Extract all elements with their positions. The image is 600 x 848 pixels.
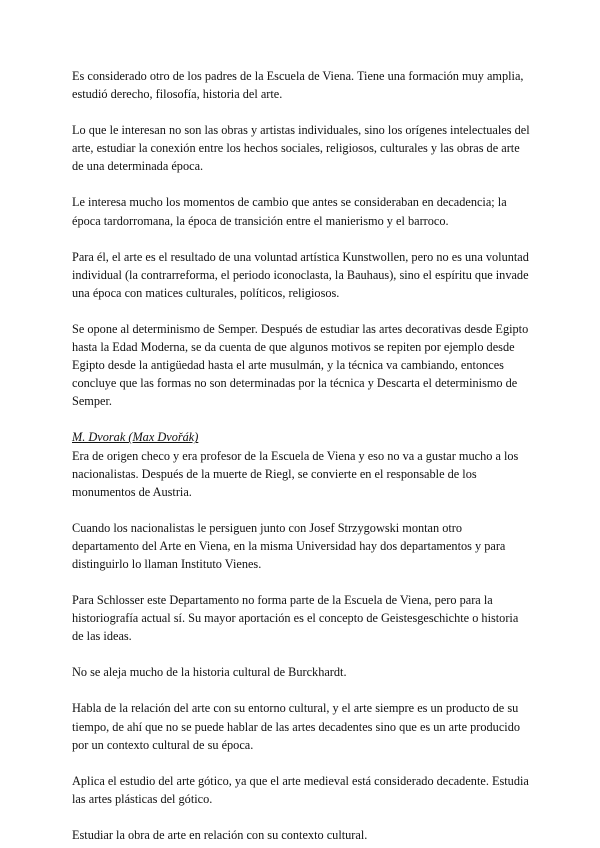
paragraph: Se opone al determinismo de Semper. Después de estudiar las artes decorativas desde Egipto hasta la Edad Moderna, se da cuenta de que algunos motivos se repiten por ejemplo desde Egipto desde la antigüedad hasta el arte musulmán, y la técnica va cambiando, entonces concluye que las formas no son determinadas por la técnica y Descarta el determinismo de Semper. — [72, 321, 529, 409]
paragraph: Para él, el arte es el resultado de una voluntad artística Kunstwollen, pero no es una voluntad individual (la contrarreforma, el periodo iconoclasta, la Bauhaus), sino el espíritu que invade una época con matices culturales, políticos, religiosos. — [72, 249, 529, 300]
paragraph: Era de origen checo y era profesor de la Escuela de Viena y eso no va a gustar mucho a los nacionalistas. Después de la muerte de Riegl, se convierte en el responsable de los monumentos de Austria. — [72, 448, 519, 499]
paragraph: Habla de la relación del arte con su entorno cultural, y el arte siempre es un producto de su tiempo, de ahí que no se puede hablar de las artes decadentes sino que es un arte producido por un contexto cultural de su época. — [72, 701, 520, 752]
paragraph: Es considerado otro de los padres de la Escuela de Viena. Tiene una formación muy amplia, estudió derecho, filosofía, historia del arte. — [72, 69, 524, 102]
paragraph: Cuando los nacionalistas le persiguen junto con Josef Strzygowski montan otro departamento del Arte en Viena, en la misma Universidad hay dos departamentos y para distinguirlo lo llaman Instituto Vienes. — [72, 520, 506, 571]
document-body — [72, 67, 532, 844]
paragraph: Estudiar la obra de arte en relación con su contexto cultural. — [72, 827, 368, 842]
paragraph: No se aleja mucho de la historia cultural de Burckhardt. — [72, 665, 347, 680]
paragraph: Le interesa mucho los momentos de cambio que antes se consideraban en decadencia; la época tardorromana, la época de transición entre el manierismo y el barroco. — [72, 195, 507, 228]
paragraph: Para Schlosser este Departamento no forma parte de la Escuela de Viena, pero para la historiografía actual sí. Su mayor aportación es el concepto de Geistesgeschichte o historia de las ideas. — [72, 593, 519, 644]
paragraph: Aplica el estudio del arte gótico, ya que el arte medieval está considerado decadente. Estudia las artes plásticas del gótico. — [72, 773, 529, 806]
paragraph: Lo que le interesan no son las obras y artistas individuales, sino los orígenes intelectuales del arte, estudiar la conexión entre los hechos sociales, religiosos, culturales y las obras de arte de una determinada época. — [72, 123, 530, 174]
section-heading: M. Dvorak (Max Dvořák) — [72, 430, 199, 445]
